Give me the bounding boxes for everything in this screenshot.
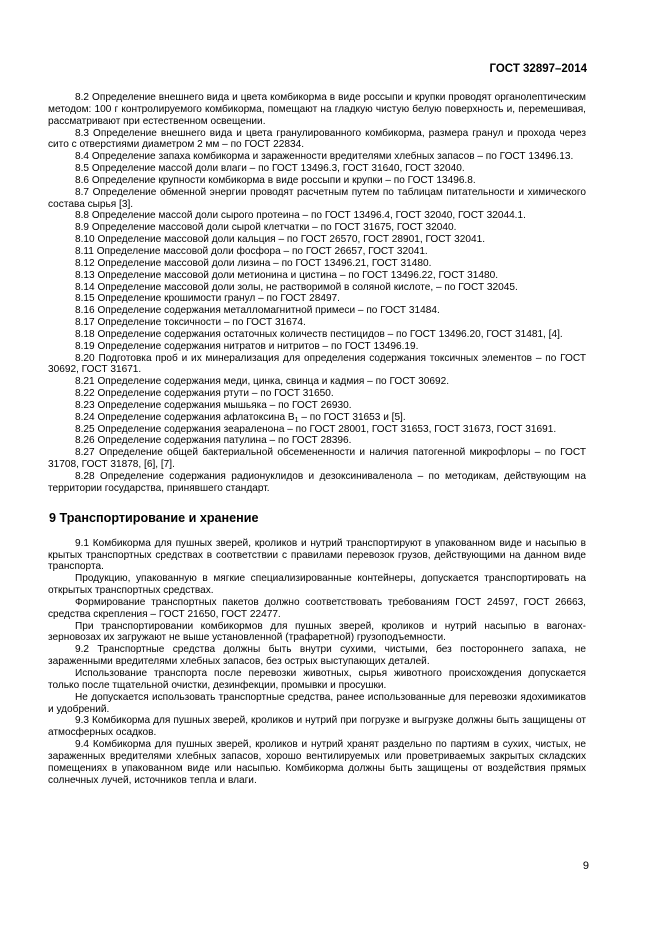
paragraph-8-21: 8.21 Определение содержания меди, цинка, свинца и кадмия – по ГОСТ 30692.	[75, 376, 450, 388]
page-number: 9	[582, 860, 589, 872]
paragraph-8-17: 8.17 Определение токсичности – по ГОСТ 31674.	[75, 317, 306, 329]
paragraph-8-24-tail: – по ГОСТ 31653 и [5].	[298, 411, 406, 423]
paragraph-8-20: 8.20 Подготовка проб и их минерализация для определения содержания токсичных элементов – по ГОСТ 30692, ГОСТ 31671.	[48, 352, 586, 376]
paragraph-9-1: 9.1 Комбикорма для пушных зверей, кроликов и нутрий транспортируют в упакованном виде и насыпью в крытых транспортных средствах в соответствии с правилами перевозок грузов, действующими на данном виде транспорта.	[48, 537, 586, 573]
paragraph-8-28: 8.28 Определение содержания радионуклидов и дезоксиниваленола – по методикам, действующим на территории государства, принявшего стандарт.	[48, 471, 586, 494]
paragraph-9-2-chemicals: Не допускается использовать транспортные средства, ранее использованные для перевозки ядохимикатов и удобрений.	[48, 691, 586, 715]
paragraph-8-18: 8.18 Определение содержания остаточных количеств пестицидов – по ГОСТ 13496.20, ГОСТ 31481, [4].	[75, 328, 563, 340]
paragraph-8-6: 8.6 Определение крупности комбикорма в виде россыпи и крупки – по ГОСТ 13496.8.	[75, 174, 476, 186]
paragraph-8-10: 8.10 Определение массовой доли кальция – по ГОСТ 26570, ГОСТ 28901, ГОСТ 32041.	[75, 234, 486, 246]
paragraph-8-14: 8.14 Определение массовой доли золы, не растворимой в соляной кислоте, – по ГОСТ 32045.	[75, 281, 518, 293]
paragraph-8-16: 8.16 Определение содержания металломагнитной примеси – по ГОСТ 31484.	[75, 305, 440, 317]
paragraph-8-24	[48, 412, 586, 424]
paragraph-8-7: 8.7 Определение обменной энергии проводят расчетным путем по таблицам питательности и химического состава сырья [3].	[48, 186, 586, 210]
paragraph-8-26: 8.26 Определение содержания патулина – по ГОСТ 28396.	[75, 435, 352, 447]
paragraph-9-2: 9.2 Транспортные средства должны быть внутри сухими, чистыми, без постороннего запаха, не зараженными вредителями хлебных запасов, без острых выступающих деталей.	[48, 644, 586, 668]
paragraph-8-23: 8.23 Определение содержания мышьяка – по ГОСТ 26930.	[75, 399, 352, 411]
paragraph-8-2: 8.2 Определение внешнего вида и цвета комбикорма в виде россыпи и крупки проводят органолептическим методом: 100 г контролируемого комбикорма, помещают на гладкую чистую белую поверхность и, перемешивая, рассматривают при естественном освещении.	[48, 92, 586, 127]
paragraph-8-27: 8.27 Определение общей бактериальной обсемененности и наличия патогенной микрофлоры – по ГОСТ 31708, ГОСТ 31878, [6], [7].	[48, 447, 586, 471]
paragraph-9-2-cleaning: Использование транспорта после перевозки животных, сырья животного происхождения допускается только после тщательной очистки, дезинфекции, промывки и просушки.	[48, 667, 586, 691]
paragraph-8-22: 8.22 Определение содержания ртути – по ГОСТ 31650.	[75, 388, 334, 400]
paragraph-9-3: 9.3 Комбикорма для пушных зверей, кроликов и нутрий при погрузке и выгрузке должны быть защищены от атмосферных осадков.	[48, 715, 586, 739]
paragraph-8-8: 8.8 Определение массой доли сырого протеина – по ГОСТ 13496.4, ГОСТ 32040, ГОСТ 32044.1.	[75, 210, 526, 222]
document-body	[48, 92, 586, 786]
section-9-title: 9 Транспортирование и хранение	[49, 510, 259, 525]
paragraph-8-4: 8.4 Определение запаха комбикорма и зараженности вредителями хлебных запасов – по ГОСТ 13496.13.	[75, 151, 574, 163]
paragraph-8-25: 8.25 Определение содержания зеараленона – по ГОСТ 28001, ГОСТ 31653, ГОСТ 31673, ГОСТ 31691.	[75, 423, 557, 435]
paragraph-8-3: 8.3 Определение внешнего вида и цвета гранулированного комбикорма, размера гранул и прохода через сито с отверстиями диаметром 2 мм – по ГОСТ 22834.	[48, 127, 586, 151]
document-header: ГОСТ 32897–2014	[489, 63, 587, 75]
paragraph-8-9: 8.9 Определение массовой доли сырой клетчатки – по ГОСТ 31675, ГОСТ 32040.	[75, 222, 457, 234]
paragraph-9-4: 9.4 Комбикорма для пушных зверей, кроликов и нутрий хранят раздельно по партиям в сухих, чистых, не зараженных вредителями хлебных запасов, хорошо вентилируемых или проветриваемых закрытых складских помещениях в упакованном виде или насыпью. Комбикорма должны быть защищены от воздействия прямых солнечных лучей, источников тепла и влаги.	[48, 739, 586, 786]
subscript-1: 1	[294, 416, 299, 424]
paragraph-8-13: 8.13 Определение массовой доли метионина и цистина – по ГОСТ 13496.22, ГОСТ 31480.	[75, 269, 499, 281]
paragraph-9-1-containers: Продукцию, упакованную в мягкие специализированные контейнеры, допускается транспортировать на открытых транспортных средствах.	[48, 573, 586, 597]
paragraph-9-1-wagons: При транспортировании комбикормов для пушных зверей, кроликов и нутрий насыпью в вагонах-зерновозах их загружают не выше установленной (трафаретной) грузоподъемности.	[48, 620, 586, 644]
paragraph-9-1-packets: Формирование транспортных пакетов должно соответствовать требованиям ГОСТ 24597, ГОСТ 26663, средства скрепления – ГОСТ 21650, ГОСТ 22477.	[48, 596, 586, 620]
paragraph-8-15: 8.15 Определение крошимости гранул – по ГОСТ 28497.	[75, 293, 340, 305]
paragraph-8-24-text: 8.24 Определение содержания афлатоксина В	[75, 411, 295, 423]
paragraph-8-19: 8.19 Определение содержания нитратов и нитритов – по ГОСТ 13496.19.	[75, 340, 419, 352]
paragraph-8-11: 8.11 Определение массовой доли фосфора – по ГОСТ 26657, ГОСТ 32041.	[75, 245, 428, 257]
paragraph-8-12: 8.12 Определение массовой доли лизина – по ГОСТ 13496.21, ГОСТ 31480.	[75, 257, 432, 269]
paragraph-8-5: 8.5 Определение массой доли влаги – по ГОСТ 13496.3, ГОСТ 31640, ГОСТ 32040.	[75, 163, 465, 175]
